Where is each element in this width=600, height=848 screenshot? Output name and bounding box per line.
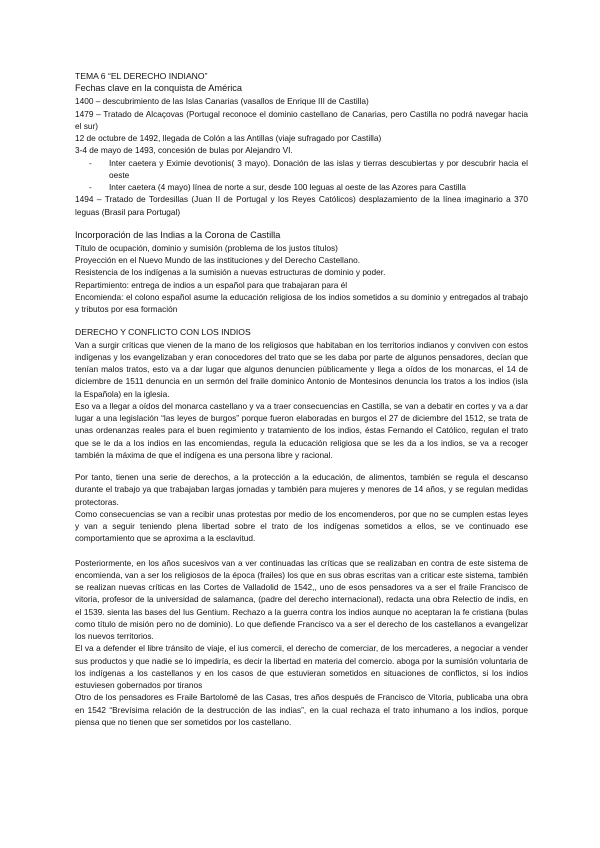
list-item-text: Inter caetera y Eximie devotionis( 3 mayo). Donación de las islas y tierras descubiertas y por descubrir hacia el oeste: [109, 157, 528, 180]
bullet-marker: -: [89, 182, 92, 192]
paragraph: El va a defender el libre tránsito de viaje, el ius comercii, el derecho de comerciar, de los mercaderes, a negociar a vender sus productos y que nadie se lo impediría, es decir la libertad en materia del comercio. aboga por la sumisión voluntaria de los indígenas a los castellanos y en los casos de que estuvieran sometidos en situaciones de conflictos, si los indios estuviesen gobernados por tiranos: [75, 643, 528, 690]
paragraph: Como consecuencias se van a recibir unas protestas por medio de los encomenderos, por que no se cumplen estas leyes y van a seguir teniendo plena libertad sobre el trato de los indígenas sometidos a ellos, se ve continuado ese comportamiento que se aproxima a la esclavitud.: [75, 508, 528, 544]
timeline-line: 3-4 de mayo de 1493, concesión de bulas por Alejandro VI.: [75, 145, 293, 156]
section-heading-fechas: Fechas clave en la conquista de América: [75, 83, 242, 94]
timeline-line: 1494 – Tratado de Tordesillas (Juan II de Portugal y los Reyes Católicos) desplazamiento de la línea imaginario a 370 leguas (Brasil para Portugal): [75, 194, 528, 217]
incorporacion-line: Título de ocupación, dominio y sumisión (problema de los justos títulos): [75, 242, 338, 253]
bulas-list: [75, 157, 528, 194]
paragraph: Posteriormente, en los años sucesivos van a ver continuadas las críticas que se realizaban en contra de este sistema de encomienda, van a ser los religiosos de la época (frailes) los que en sus obras escritas van a criticar este sistema, también se realizan nuevas críticas en las Cortes de Valladolid de 1542,, uno de esos pensadores va a ser el fraile Francisco de vitoria, profesor de la universidad de salamanca, (padre del derecho internacional), redacta una obra Relectio de indis, en el 1539. sienta las bases del Ius Gentium. Rechazo a la guerra contra los indios aunque no aceptaran la fe cristiana (bulas como título de misión pero no de dominio). Lo que defiende Francisco va a ser el derecho de los castellanos a evangelizar los nuevos territorios.: [75, 557, 528, 641]
section-heading-incorporacion: Incorporación de las Indias a la Corona de Castilla: [75, 229, 281, 240]
incorporacion-line: Encomienda: el colono español asume la educación religiosa de los indios sometidos a su dominio y entregados al trabajo y tributos por esa formación: [75, 291, 528, 314]
timeline-line: 1479 – Tratado de Alcaçovas (Portugal reconoce el dominio castellano de Canarias, pero Castilla no podrá navegar hacia el sur): [75, 108, 528, 131]
list-item: [75, 181, 528, 193]
paragraph: Van a surgir críticas que vienen de la mano de los religiosos que habitaban en los territorios indianos y conviven con estos indígenas y los evangelizaban y eran conocedores del trato que se les daba por parte de algunos pensadores, decían que tenían malos tratos, esto va a dar lugar que algunos denuncien públicamente y llega a oídos de los monarcas, el 14 de diciembre de 1511 denuncia en un sermón del fraile dominico Antonio de Montesinos denuncia los tratos a los indios (isla la Española) en la iglesia.: [75, 339, 528, 399]
incorporacion-line: Resistencia de los indígenas a la sumisión a nuevas estructuras de dominio y poder.: [75, 267, 386, 278]
bullet-marker: -: [89, 157, 92, 168]
document-title: TEMA 6 “EL DERECHO INDIANO”: [75, 71, 208, 81]
incorporacion-line: Proyección en el Nuevo Mundo de las instituciones y del Derecho Castellano.: [75, 255, 361, 265]
paragraph: Otro de los pensadores es Fraile Bartolomé de las Casas, tres años después de Francisco de Vitoria, publicaba una obra en 1542 “Brevísima relación de la destrucción de las indias”, en la cual rechaza el trato inhumano a los indios, porque piensa que no tienen que ser sometidos por los castellano.: [75, 692, 528, 727]
incorporacion-line: Repartimiento: entrega de indios a un español para que trabajaran para él: [75, 279, 348, 290]
timeline-line: 1400 – descubrimiento de las Islas Canarias (vasallos de Enrique III de Castilla): [75, 96, 369, 107]
timeline-line: 12 de octubre de 1492, llegada de Colón a las Antillas (viaje sufragado por Castilla): [75, 133, 382, 143]
list-item: [75, 157, 528, 182]
paragraph: Por tanto, tienen una serie de derechos, a la protección a la educación, de alimentos, también se regula el descanso durante el trabajo ya que trabajaban largas jornadas y también para mujeres y menores de 14 años, y se regulan medidas protectoras.: [75, 472, 528, 507]
section-heading-derecho: DERECHO Y CONFLICTO CON LOS INDIOS: [75, 327, 251, 338]
list-item-text: Inter caetera (4 mayo) línea de norte a sur, desde 100 leguas al oeste de las Azores para Castilla: [109, 182, 466, 192]
paragraph: Eso va a llegar a oídos del monarca castellano y va a traer consecuencias en Castilla, se van a debatir en cortes y va a dar lugar a una legislación “las leyes de burgos” porque fueron elaboradas en burgos el 27 de diciembre del 1512, se trata de unas ordenanzas reales para el buen regimiento y tratamiento de los indios, éstas Fernando el Católico, regulan el trato que se le da a los indios en las encomiendas, regula la educación religiosa que se les da a los indios, se va a recoger también la máxima de que el indígena es una persona libre y racional.: [75, 400, 528, 460]
